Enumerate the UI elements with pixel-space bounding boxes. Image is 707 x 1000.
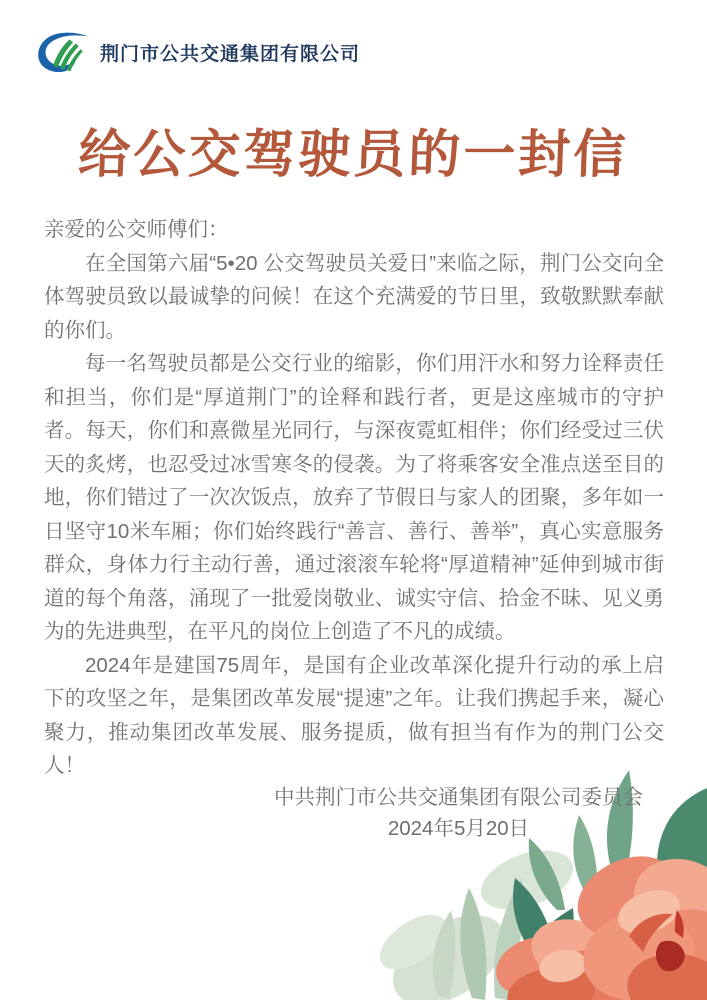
letter-title: 给公交驾驶员的一封信 xyxy=(77,126,630,184)
signature-block xyxy=(274,782,643,844)
paragraph-2: 每一名驾驶员都是公交行业的缩影，你们用汗水和努力诠释责任和担当，你们是“厚道荆门”的诠释和践行者，更是这座城市的守护者。每天，你们和熹微星光同行，与深夜霓虹相伴；你们经受过三伏天的炙烤，也忍受过冰雪寒冬的侵袭。为了将乘客安全准点送至目的地，你们错过了一次次饭点，放弃了节假日与家人的团聚，多年如一日坚守10米车厢；你们始终践行“善言、善行、善举”，真心实意服务群众，身体力行主动行善，通过滚滚车轮将“厚道精神”延伸到城市街道的每个角落，涌现了一批爱岗敬业、诚实守信、拾金不昧、见义勇为的先进典型，在平凡的岗位上创造了不凡的成绩。 xyxy=(44,352,664,643)
company-name: 荆门市公共交通集团有限公司 xyxy=(100,43,361,65)
paragraph-1: 在全国第六届“5•20 公交驾驶员关爱日”来临之际，荆门公交向全体驾驶员致以最诚挚的问候！在这个充满爱的节日里，致敬默默奉献的你们。 xyxy=(44,251,664,342)
signature-date: 2024年5月20日 xyxy=(387,817,530,840)
company-logo-icon xyxy=(37,30,89,74)
signature-org: 中共荆门市公共交通集团有限公司委员会 xyxy=(274,786,643,809)
letter-body xyxy=(44,213,664,783)
company-header xyxy=(37,30,360,74)
paragraph-3: 2024年是建国75周年，是国有企业改革深化提升行动的承上启下的攻坚之年，是集团改革发展“提速”之年。让我们携起手来，凝心聚力，推动集团改革发展、服务提质，做有担当有作为的荆门公交人！ xyxy=(44,653,664,777)
salutation: 亲爱的公交师傅们： xyxy=(44,218,229,241)
